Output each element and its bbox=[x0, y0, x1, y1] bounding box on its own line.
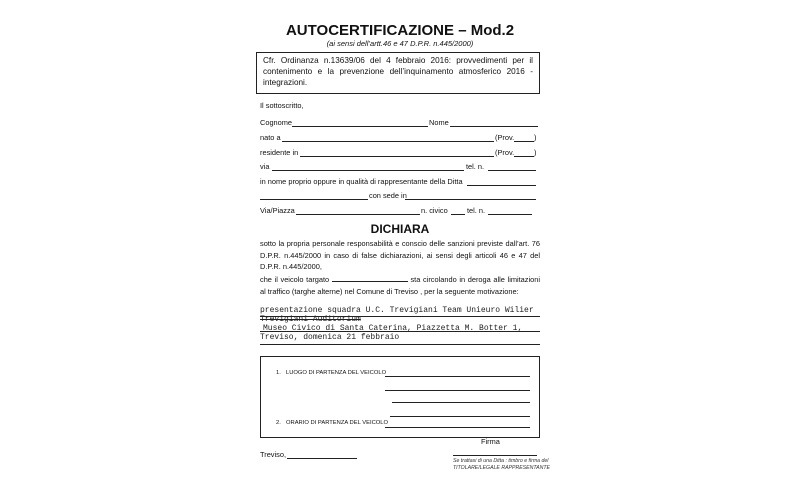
nato-a-label: nato a bbox=[260, 133, 281, 142]
motivation-date: domenica 21 febbraio bbox=[303, 333, 400, 342]
residente-field[interactable] bbox=[300, 156, 494, 157]
con-sede-label: con sede in bbox=[369, 191, 407, 200]
residente-label: residente in bbox=[260, 148, 299, 157]
luogo-field-1[interactable] bbox=[385, 376, 530, 377]
ditta-name-field[interactable] bbox=[260, 199, 368, 200]
reference-text: Cfr. Ordinanza n.13639/06 del 4 febbraio 2016: provvedimenti per il contenimento e la prevenzione dell’inquinamento atmosferico 2016 - integrazioni. bbox=[263, 56, 533, 87]
cognome-field[interactable] bbox=[292, 126, 428, 127]
n-civico-label: n. civico bbox=[421, 206, 448, 215]
rappresentante-label: in nome proprio oppure in qualità di rappresentante della Ditta bbox=[260, 177, 463, 186]
prov-paren-1: ) bbox=[534, 133, 537, 142]
via-piazza-field[interactable] bbox=[296, 214, 420, 215]
intro-label: Il sottoscritto, bbox=[260, 101, 304, 110]
motivation-rule-2 bbox=[260, 331, 540, 332]
prov-label-2: (Prov. bbox=[495, 148, 515, 157]
firma-label: Firma bbox=[481, 437, 500, 446]
vehicle-paragraph-rest: sta circolando in deroga alle limitazioni al traffico (targhe alterne) nel Comune di Treviso , per la seguente motivazione: bbox=[260, 275, 540, 296]
date-field[interactable] bbox=[287, 458, 357, 459]
luogo-field-2[interactable] bbox=[385, 390, 530, 391]
prov-paren-2: ) bbox=[534, 148, 537, 157]
item2-number: 2. bbox=[276, 420, 281, 426]
motivation-line-4 bbox=[260, 333, 399, 342]
nome-label: Nome bbox=[429, 118, 449, 127]
tel-label: tel. n. bbox=[466, 162, 485, 171]
item2-label: ORARIO DI PARTENZA DEL VEICOLO bbox=[286, 420, 389, 426]
motivation-line-1: presentazione squadra U.C. Trevigiani Team Unieuro Wilier bbox=[260, 306, 534, 315]
prov-label-1: (Prov. bbox=[495, 133, 515, 142]
via-label: via bbox=[260, 162, 270, 171]
vehicle-paragraph-start: che il veicolo targato bbox=[260, 275, 330, 284]
treviso-label: Treviso, bbox=[260, 450, 287, 459]
item1-label: LUOGO DI PARTENZA DEL VEICOLO bbox=[286, 370, 387, 376]
nato-a-field[interactable] bbox=[282, 141, 494, 142]
orario-field[interactable] bbox=[385, 427, 530, 428]
reference-box bbox=[256, 52, 540, 94]
via-piazza-label: Via/Piazza bbox=[260, 206, 295, 215]
motivation-city: Treviso, bbox=[260, 333, 304, 342]
page-subtitle: (ai sensi dell’artt.46 e 47 D.P.R. n.445/2000) bbox=[326, 39, 474, 48]
luogo-field-3[interactable] bbox=[392, 402, 530, 403]
vehicle-paragraph bbox=[260, 274, 540, 297]
cognome-label: Cognome bbox=[260, 118, 293, 127]
motivation-line-2: Trevigiani Auditorium bbox=[260, 315, 361, 324]
luogo-field-4[interactable] bbox=[390, 416, 530, 417]
ditta-note-2: TITOLARE/LEGALE RAPPRESENTANTE bbox=[453, 465, 550, 471]
n-civico-field[interactable] bbox=[451, 214, 465, 215]
ditta-field[interactable] bbox=[467, 185, 536, 186]
prov-field-2[interactable] bbox=[514, 156, 534, 157]
targa-field[interactable] bbox=[332, 274, 408, 282]
tel2-field[interactable] bbox=[488, 214, 532, 215]
page-title: AUTOCERTIFICAZIONE – Mod.2 bbox=[285, 22, 515, 39]
declaration-title: DICHIARA bbox=[370, 222, 430, 236]
prov-field-1[interactable] bbox=[514, 141, 534, 142]
via-field[interactable] bbox=[272, 170, 464, 171]
sede-field[interactable] bbox=[405, 199, 536, 200]
nome-field[interactable] bbox=[450, 126, 538, 127]
declaration-paragraph: sotto la propria personale responsabilità e conscio delle sanzioni previste dall’art. 76 D.P.R. n.445/2000 in caso di false dichiarazioni, ai sensi degli articoli 46 e 47 del D.P.R. n.445/2000, bbox=[260, 239, 540, 271]
tel2-label: tel. n. bbox=[467, 206, 486, 215]
ditta-note-1: Se trattasi di una Ditta : timbro e firma del bbox=[453, 458, 549, 464]
motivation-line-3: Museo Civico di Santa Caterina, Piazzetta M. Botter 1, bbox=[263, 324, 523, 333]
signature-field[interactable] bbox=[453, 455, 537, 456]
motivation-rule-3 bbox=[260, 344, 540, 345]
tel-field[interactable] bbox=[488, 170, 536, 171]
item1-number: 1. bbox=[276, 370, 281, 376]
